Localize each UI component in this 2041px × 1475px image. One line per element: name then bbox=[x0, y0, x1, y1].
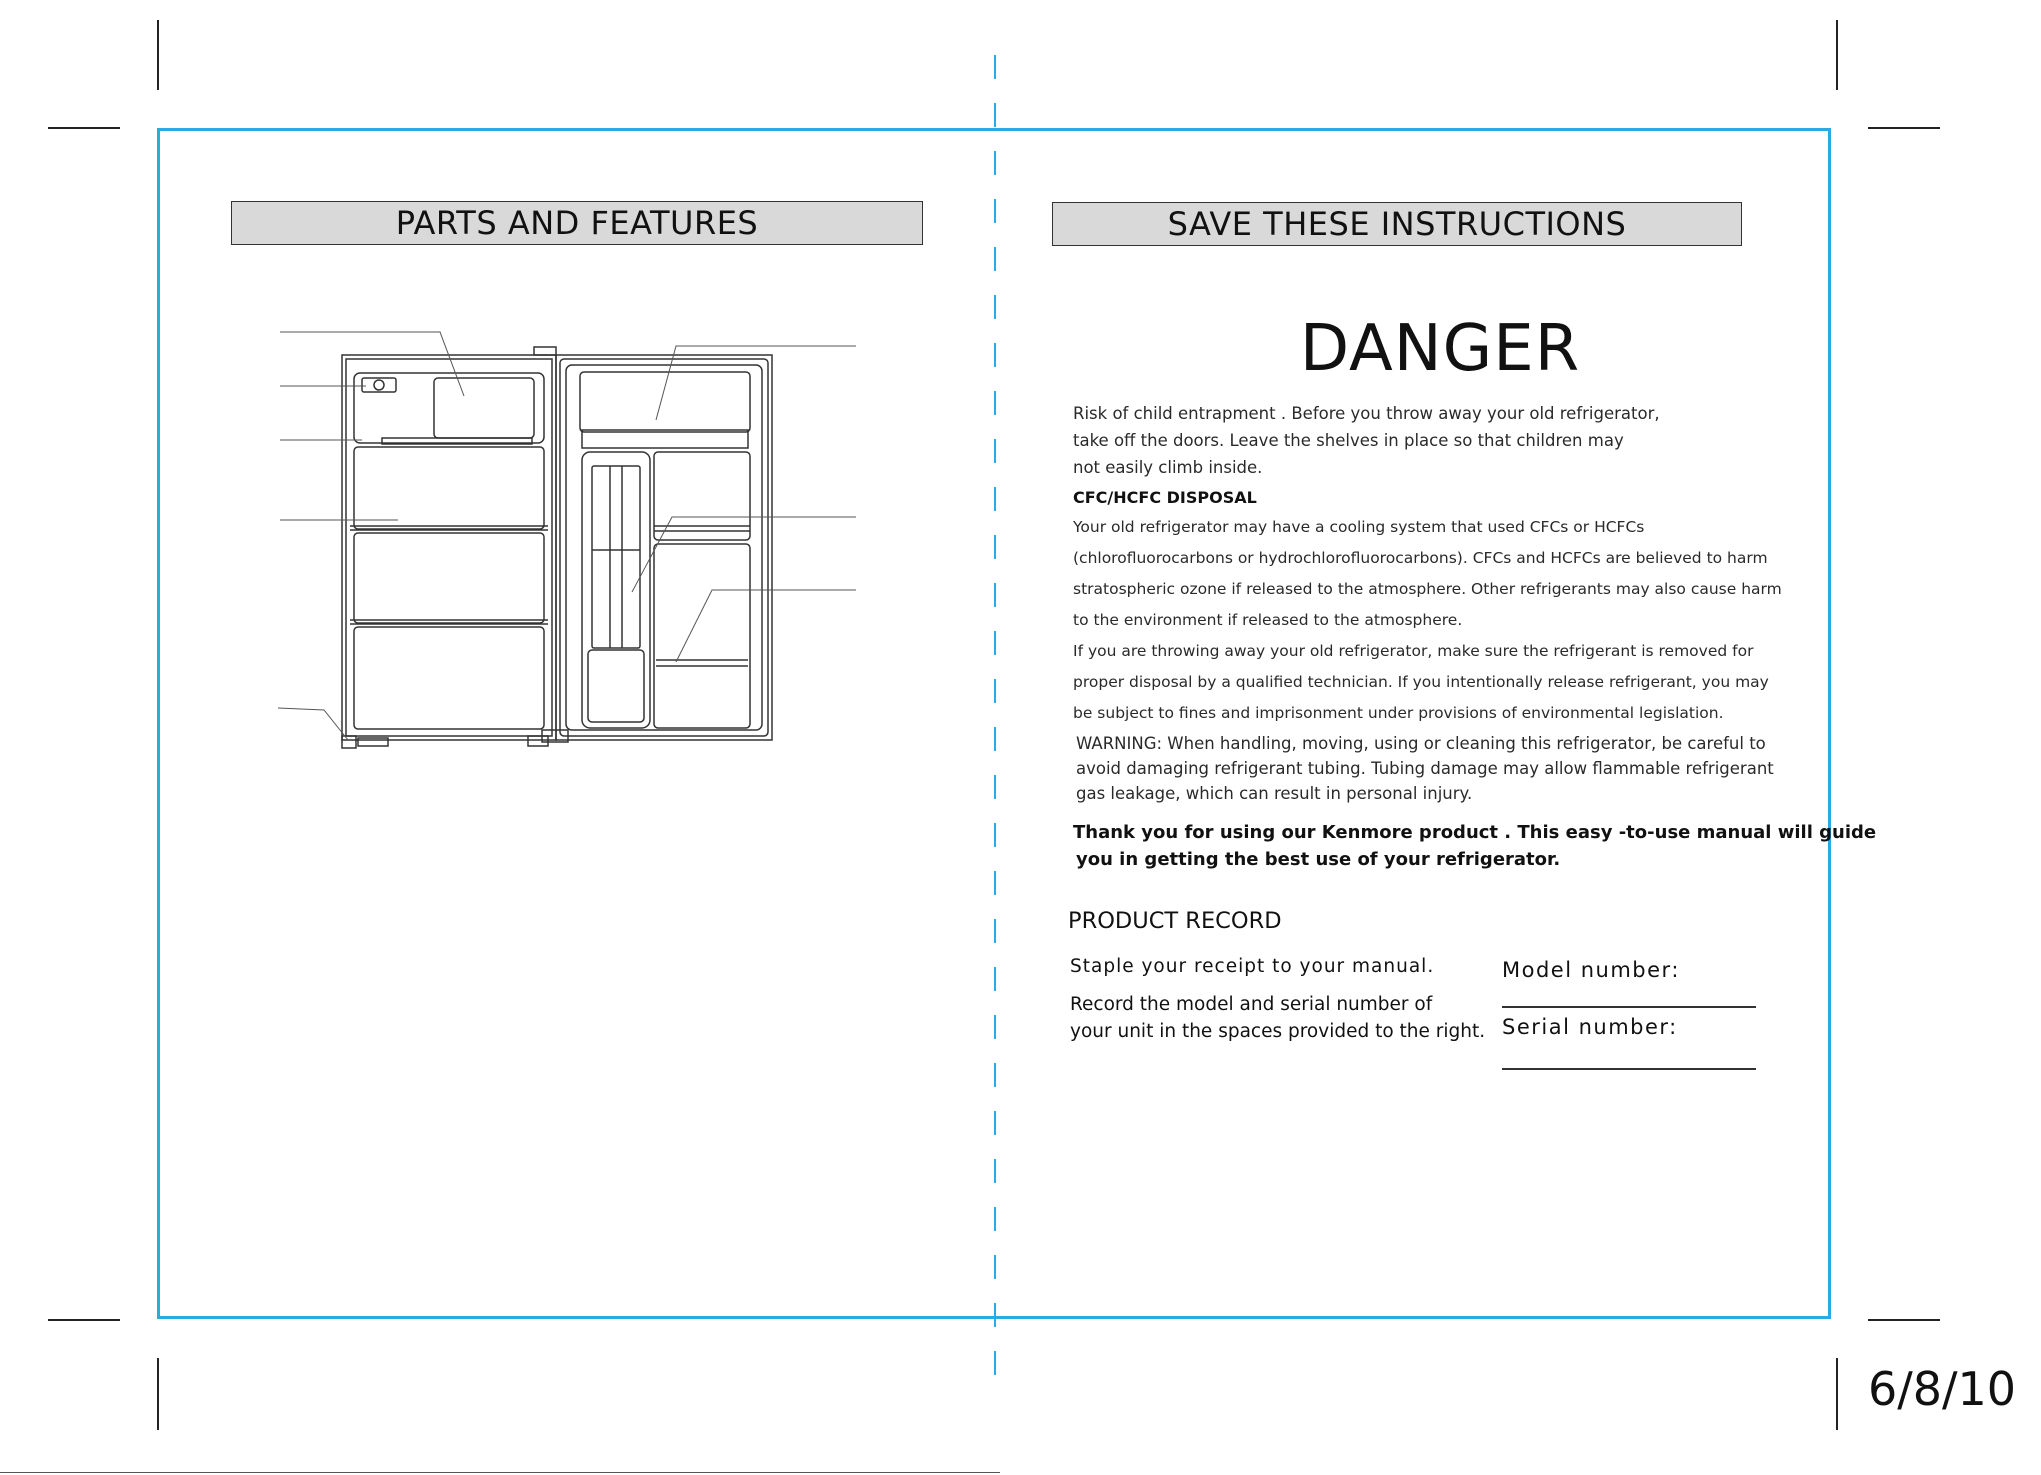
crop-mark bbox=[1836, 1358, 1838, 1430]
danger-text-line: Risk of child entrapment . Before you throw away your old refrigerator, bbox=[1073, 404, 1660, 423]
crop-mark bbox=[157, 1358, 159, 1430]
staple-instruction: Staple your receipt to your manual. bbox=[1070, 956, 1435, 977]
page-date: 6/8/10 bbox=[1868, 1362, 2017, 1416]
warning-text-line: gas leakage, which can result in personal injury. bbox=[1076, 784, 1473, 803]
crop-mark bbox=[1868, 127, 1940, 129]
warning-text-line: avoid damaging refrigerant tubing. Tubing damage may allow flammable refrigerant bbox=[1076, 759, 1774, 778]
crop-mark bbox=[48, 127, 120, 129]
crop-mark bbox=[157, 20, 159, 90]
cfc-text-line: to the environment if released to the atmosphere. bbox=[1073, 611, 1463, 629]
crop-mark bbox=[1868, 1319, 1940, 1321]
model-number-field[interactable] bbox=[1502, 1006, 1756, 1008]
serial-number-label: Serial number: bbox=[1502, 1015, 1678, 1039]
crop-mark bbox=[48, 1319, 120, 1321]
warning-text-line: WARNING: When handling, moving, using or cleaning this refrigerator, be careful to bbox=[1076, 734, 1766, 753]
cfc-text-line: (chlorofluorocarbons or hydrochlorofluorocarbons). CFCs and HCFCs are believed to harm bbox=[1073, 549, 1768, 567]
parts-features-heading: PARTS AND FEATURES bbox=[231, 201, 923, 245]
cfc-text-line: proper disposal by a qualified technician. If you intentionally release refrigerant, you may bbox=[1073, 673, 1769, 691]
model-number-label: Model number: bbox=[1502, 958, 1680, 982]
thanks-text-line: you in getting the best use of your refrigerator. bbox=[1076, 849, 1561, 870]
save-instructions-heading: SAVE THESE INSTRUCTIONS bbox=[1052, 202, 1742, 246]
record-instruction-line: your unit in the spaces provided to the right. bbox=[1070, 1021, 1486, 1042]
thanks-text-line: Thank you for using our Kenmore product . This easy -to-use manual will guide bbox=[1073, 822, 1877, 843]
danger-text-line: not easily climb inside. bbox=[1073, 458, 1263, 477]
cfc-text-line: Your old refrigerator may have a cooling system that used CFCs or HCFCs bbox=[1073, 518, 1645, 536]
cfc-disposal-heading: CFC/HCFC DISPOSAL bbox=[1073, 488, 1257, 507]
cfc-text-line: stratospheric ozone if released to the atmosphere. Other refrigerants may also cause harm bbox=[1073, 580, 1782, 598]
serial-number-field[interactable] bbox=[1502, 1068, 1756, 1070]
danger-title: DANGER bbox=[1299, 312, 1581, 386]
cfc-text-line: If you are throwing away your old refrigerator, make sure the refrigerant is removed for bbox=[1073, 642, 1754, 660]
danger-text-line: take off the doors. Leave the shelves in place so that children may bbox=[1073, 431, 1624, 450]
product-record-heading: PRODUCT RECORD bbox=[1068, 908, 1282, 934]
record-instruction-line: Record the model and serial number of bbox=[1070, 994, 1433, 1015]
bottom-trim-line bbox=[0, 1472, 1000, 1473]
refrigerator-diagram-icon bbox=[270, 330, 870, 760]
cfc-text-line: be subject to fines and imprisonment under provisions of environmental legislation. bbox=[1073, 704, 1724, 722]
crop-mark bbox=[1836, 20, 1838, 90]
